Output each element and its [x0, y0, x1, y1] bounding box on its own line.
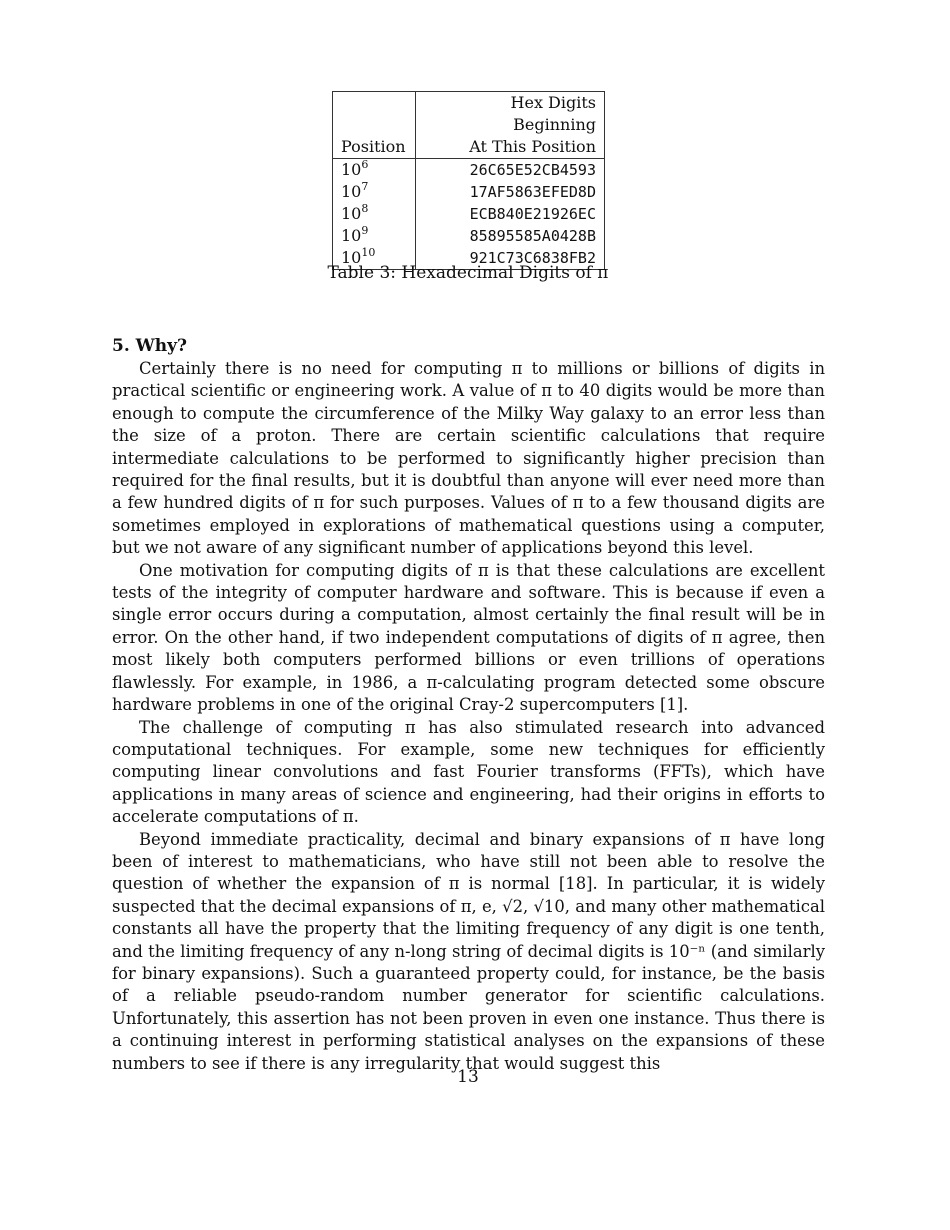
hex-digits-cell: 921C73C6838FB2 — [469, 249, 596, 267]
paragraph: The challenge of computing π has also stimulated research into advanced computational techniques. For example, some new techniques for efficiently computing linear convolutions and fast Fourier transforms (FFTs), which have applications in many areas of science and engineering, had their origins in efforts to accelerate computations of π. — [112, 717, 825, 827]
header-position-line1 — [333, 92, 416, 137]
position-cell: $10^9$ — [333, 225, 416, 247]
header-position: Position — [333, 136, 416, 159]
position-cell: $10^7$ — [333, 181, 416, 203]
table-row — [333, 181, 605, 203]
section-title: 5. Why? — [112, 336, 187, 356]
hex-digits-cell: ECB840E21926EC — [469, 205, 596, 223]
paragraph: Certainly there is no need for computing π to millions or billions of digits in practical scientific or engineering work. A value of π to 40 digits would be more than enough to compute the circumference of the Milky Way galaxy to an error less than the size of a proton. There are certain scientific calculations that require intermediate calculations to be performed to significantly higher precision than required for the final results, but it is doubtful than anyone will ever need more than a few hundred digits of π for such purposes. Values of π to a few thousand digits are sometimes employed in explorations of mathematical questions using a computer, but we not aware of any significant number of applications beyond this level. — [112, 359, 825, 558]
paragraph: Beyond immediate practicality, decimal and binary expansions of π have long been of interest to mathematicians, who have still not been able to resolve the question of whether the expansion of π is normal [18]. In particular, it is widely suspected that the decimal expansions of π, e, √2, √10, and many other mathematical constants all have the property that the limiting frequency of any digit is one tenth, and the limiting frequency of any n-long string of decimal digits is 10⁻ⁿ (and similarly for binary expansions). Such a guaranteed property could, for instance, be the basis of a reliable pseudo-random number generator for scientific calculations. Unfortunately, this assertion has not been proven in even one instance. Thus there is a continuing interest in performing statistical analyses on the expansions of these numbers to see if there is any irregularity that would suggest this — [112, 829, 825, 1073]
table-row — [333, 225, 605, 247]
table-caption: Table 3: Hexadecimal Digits of π — [327, 263, 609, 283]
hex-digits-cell: 85895585A0428B — [469, 227, 596, 245]
position-cell: $10^6$ — [333, 159, 416, 182]
table-row — [333, 203, 605, 225]
hex-digits-table — [332, 91, 605, 270]
table-body — [333, 159, 605, 270]
section-body — [112, 358, 825, 1075]
position-cell: $10^8$ — [333, 203, 416, 225]
hex-digits-cell: 26C65E52CB4593 — [469, 161, 596, 179]
table-row — [333, 159, 605, 182]
header-hex-line2: At This Position — [416, 136, 605, 159]
page-number: 13 — [457, 1067, 479, 1087]
hex-digits-cell: 17AF5863EFED8D — [469, 183, 596, 201]
header-hex-line1: Hex Digits Beginning — [510, 93, 596, 134]
hex-digits-table-wrapper — [332, 91, 605, 270]
paragraph: One motivation for computing digits of π is that these calculations are excellent tests of the integrity of computer hardware and software. This is because if even a single error occurs during a computation, almost certainly the final result will be in error. On the other hand, if two independent computations of digits of π agree, then most likely both computers performed billions or even trillions of operations flawlessly. For example, in 1986, a π-calculating program detected some obscure hardware problems in one of the original Cray-2 supercomputers [1]. — [112, 560, 825, 715]
position-cell: $10^{10}$ — [333, 247, 416, 270]
